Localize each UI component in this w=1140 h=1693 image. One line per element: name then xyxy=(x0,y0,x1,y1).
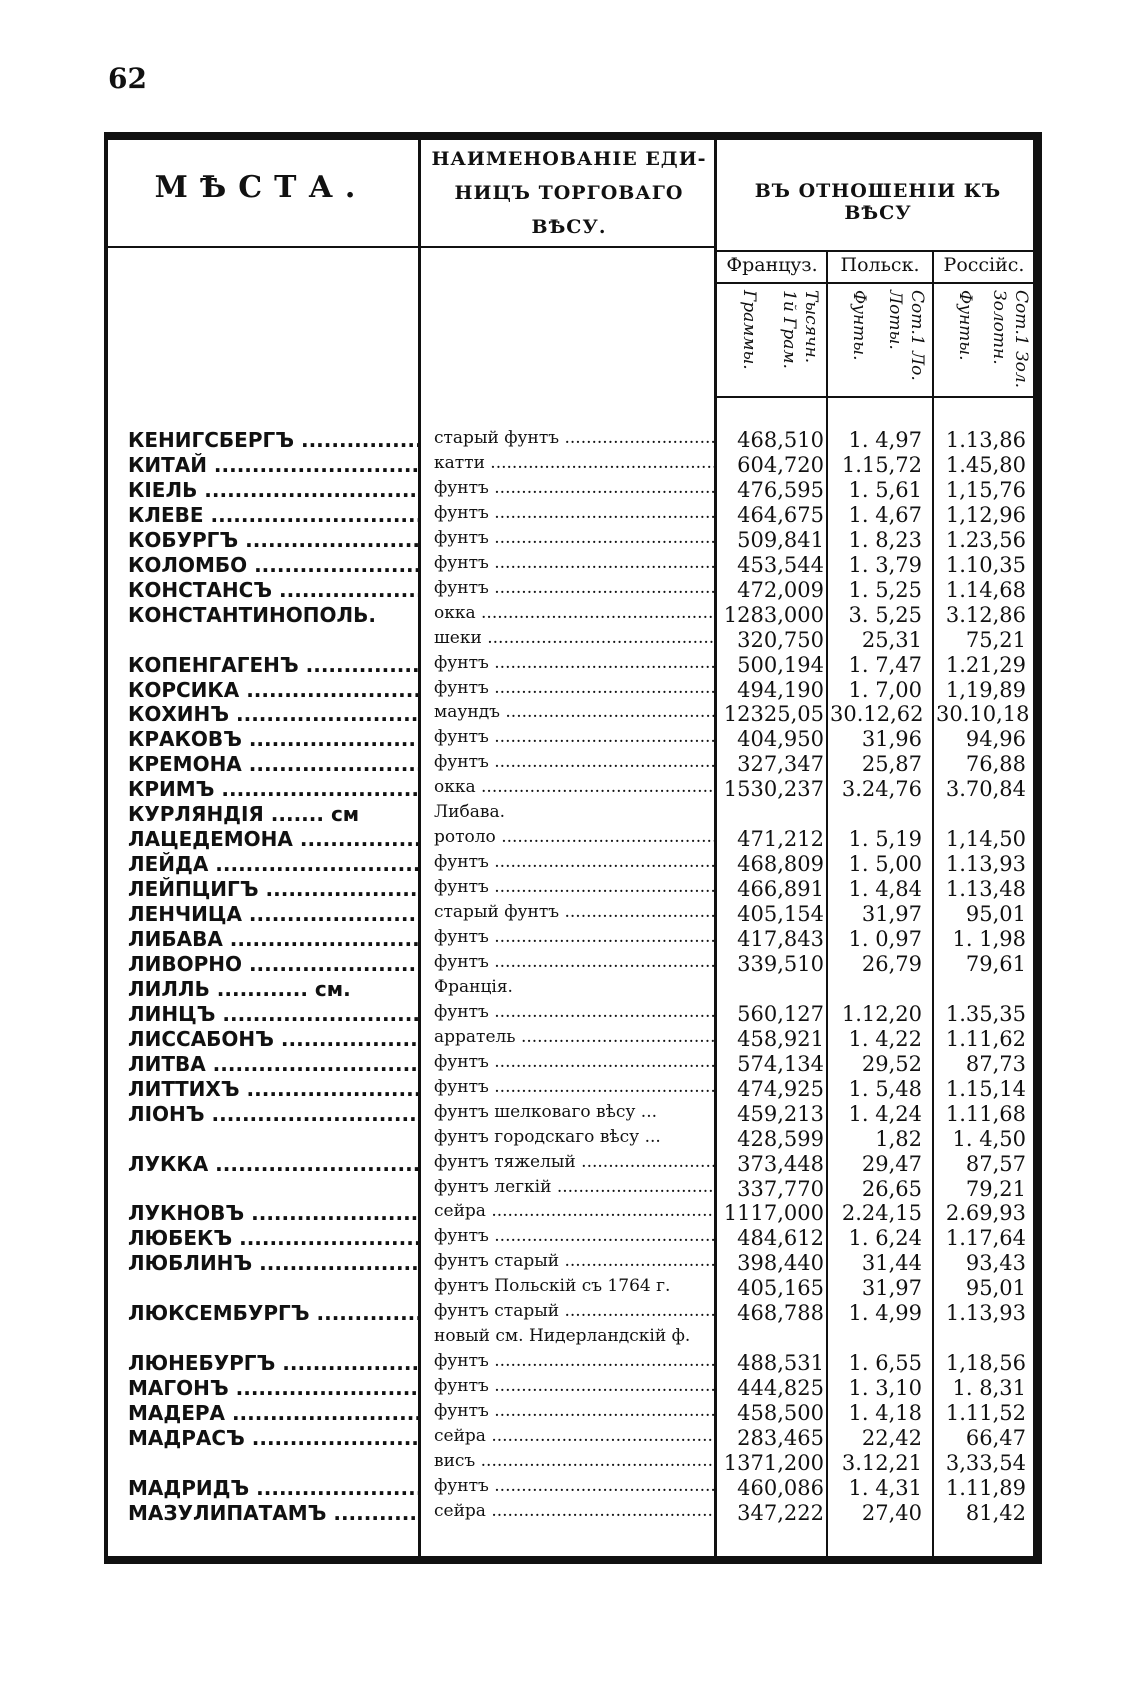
russian-value-cell: 1,12,96 xyxy=(945,502,1026,527)
table-row xyxy=(0,1177,1140,1201)
russian-value-cell: 1,18,56 xyxy=(945,1351,1026,1376)
polish-value-cell: 1. 4,24 xyxy=(848,1101,922,1126)
unit-cell: фунтъ шелковаго вѣсу ... xyxy=(434,1101,658,1122)
polish-value-cell: 26,79 xyxy=(861,951,922,976)
place-cell: ЛУКНОВЪ ..... xyxy=(128,1201,418,1225)
french-value-cell: 474,925 xyxy=(737,1076,824,1101)
french-value-cell: 453,544 xyxy=(737,552,824,577)
polish-value-cell: 1. 4,18 xyxy=(848,1401,922,1426)
table-row xyxy=(0,1201,1140,1225)
table-row xyxy=(0,1251,1140,1275)
unit-cell: сейра ..... xyxy=(434,1201,714,1221)
subheader-polish-pounds: Фунты. xyxy=(849,290,869,361)
polish-value-cell: 22,42 xyxy=(861,1426,922,1450)
place-cell: ЛИНЦЪ ..... xyxy=(128,1002,418,1026)
french-value-cell: 604,720 xyxy=(737,452,824,477)
table-row xyxy=(0,1077,1140,1101)
table-row xyxy=(0,802,1140,826)
russian-value-cell: 2.69,93 xyxy=(945,1201,1026,1226)
table-row xyxy=(0,503,1140,527)
polish-value-cell: 1. 4,67 xyxy=(848,502,922,527)
header-rule-subs xyxy=(716,282,1034,284)
polish-value-cell: 1. 4,97 xyxy=(848,428,922,452)
unit-cell: фунтъ ..... xyxy=(434,1351,714,1371)
place-cell: ЛЕНЧИЦА ..... xyxy=(128,902,418,926)
polish-value-cell: 3. 5,25 xyxy=(848,602,922,627)
french-value-cell: 1371,200 xyxy=(723,1450,824,1475)
french-value-cell: 373,448 xyxy=(737,1151,824,1176)
place-cell: КОЛОМБО ..... xyxy=(128,553,418,577)
subheader-russian-zolotniks: Сот.1 Зол. Золотн. xyxy=(989,290,1031,389)
polish-value-cell: 3.12,21 xyxy=(841,1450,922,1475)
french-value-cell: 327,347 xyxy=(737,752,824,777)
french-value-cell: 488,531 xyxy=(737,1351,824,1376)
french-value-cell: 12325,05 xyxy=(723,702,824,727)
header-relation: ВЪ ОТНОШЕНІИ КЪ ВѢСУ xyxy=(754,180,1002,224)
french-value-cell: 458,921 xyxy=(737,1026,824,1051)
table-row xyxy=(0,1501,1140,1525)
russian-value-cell: 1.15,14 xyxy=(945,1076,1026,1101)
polish-value-cell: 1. 4,22 xyxy=(848,1026,922,1051)
table-row xyxy=(0,877,1140,901)
place-cell: КІЕЛЬ ..... xyxy=(128,478,418,502)
table-row xyxy=(0,952,1140,976)
place-cell: КОХИНЪ ..... xyxy=(128,702,418,726)
french-value-cell: 500,194 xyxy=(737,652,824,677)
polish-value-cell: 25,87 xyxy=(861,752,922,777)
place-cell: КИТАЙ ..... xyxy=(128,453,418,477)
place-cell: ЛЕЙДА ..... xyxy=(128,852,418,876)
subheader-french-thousandths: Тысячн. 1й Грам. xyxy=(779,290,821,369)
place-cell: ЛУККА ..... xyxy=(128,1152,418,1176)
french-value-cell: 417,843 xyxy=(737,927,824,951)
unit-cell: фунтъ ..... xyxy=(434,1476,714,1496)
french-value-cell: 468,788 xyxy=(737,1301,824,1326)
polish-value-cell: 1. 0,97 xyxy=(848,927,922,951)
french-value-cell: 471,212 xyxy=(737,827,824,852)
french-value-cell: 560,127 xyxy=(737,1001,824,1026)
place-cell: ЛЮБЛИНЪ ..... xyxy=(128,1251,418,1275)
header-units-line1: НАИМЕНОВАНІЕ ЕДИ- xyxy=(431,148,707,170)
unit-cell: Франція. xyxy=(434,976,513,997)
russian-value-cell: 1.14,68 xyxy=(945,577,1026,602)
unit-cell: фунтъ ..... xyxy=(434,1077,714,1097)
subheader-russian: Россійс. xyxy=(943,254,1025,276)
unit-cell: фунтъ ..... xyxy=(434,952,714,972)
table-row xyxy=(0,1426,1140,1450)
polish-value-cell: 1,82 xyxy=(875,1126,922,1151)
place-cell: КОРСИКА ..... xyxy=(128,678,418,702)
polish-value-cell: 29,52 xyxy=(861,1051,922,1076)
french-value-cell: 458,500 xyxy=(737,1401,824,1426)
russian-value-cell: 1.35,35 xyxy=(945,1001,1026,1026)
unit-cell: катти ..... xyxy=(434,453,714,473)
russian-value-cell: 1.11,52 xyxy=(945,1401,1026,1426)
french-value-cell: 574,134 xyxy=(737,1051,824,1076)
table-row xyxy=(0,852,1140,876)
subheader-polish-lots: Сот.1 Ло. Лоты. xyxy=(885,290,927,381)
table-row xyxy=(0,977,1140,1001)
unit-cell: окка ..... xyxy=(434,603,714,623)
unit-cell: фунтъ ..... xyxy=(434,528,714,548)
french-value-cell: 339,510 xyxy=(737,951,824,976)
unit-cell: окка ..... xyxy=(434,777,714,797)
table-row xyxy=(0,1002,1140,1026)
french-value-cell: 405,165 xyxy=(737,1276,824,1301)
russian-value-cell: 79,21 xyxy=(965,1176,1026,1201)
unit-cell: маундъ ..... xyxy=(434,702,714,722)
russian-value-cell: 1,19,89 xyxy=(945,677,1026,702)
russian-value-cell: 1.11,62 xyxy=(945,1026,1026,1051)
place-cell: ЛИТВА ..... xyxy=(128,1052,418,1076)
unit-cell: фунтъ ..... xyxy=(434,1401,714,1421)
table-row xyxy=(0,528,1140,552)
polish-value-cell: 31,97 xyxy=(861,902,922,927)
place-cell: ЛАЦЕДЕМОНА ..... xyxy=(128,827,418,851)
header-places: МѢСТА. xyxy=(154,170,368,205)
french-value-cell: 337,770 xyxy=(737,1176,824,1201)
table-row xyxy=(0,1376,1140,1400)
russian-value-cell: 3,33,54 xyxy=(945,1450,1026,1475)
russian-value-cell: 1,14,50 xyxy=(945,827,1026,852)
russian-value-cell: 1,15,76 xyxy=(945,477,1026,502)
table-row xyxy=(0,428,1140,452)
place-cell: КУРЛЯНДІЯ ....... см xyxy=(128,802,360,827)
unit-cell: Либава. xyxy=(434,802,505,823)
place-cell: КЕНИГСБЕРГЪ ..... xyxy=(128,428,418,452)
place-cell: КОНСТАНСЪ ..... xyxy=(128,578,418,602)
polish-value-cell: 25,31 xyxy=(861,627,922,652)
polish-value-cell: 1. 4,84 xyxy=(848,877,922,902)
subheader-russian-pounds: Фунты. xyxy=(955,290,975,361)
polish-value-cell: 1. 5,19 xyxy=(848,827,922,852)
table-row xyxy=(0,827,1140,851)
french-value-cell: 283,465 xyxy=(737,1426,824,1450)
header-rule-units xyxy=(420,246,714,248)
unit-cell: фунтъ ..... xyxy=(434,1376,714,1396)
french-value-cell: 404,950 xyxy=(737,727,824,752)
russian-value-cell: 81,42 xyxy=(965,1500,1026,1525)
table-row xyxy=(0,1276,1140,1300)
polish-value-cell: 27,40 xyxy=(861,1500,922,1525)
subheader-french: Францyз. xyxy=(726,254,818,276)
header-units-line3: ВѢСУ. xyxy=(531,216,607,238)
header-rule-relation xyxy=(716,250,1034,252)
table-row xyxy=(0,578,1140,602)
polish-value-cell: 30.12,62 xyxy=(830,702,924,727)
french-value-cell: 484,612 xyxy=(737,1226,824,1251)
table-row xyxy=(0,1451,1140,1475)
russian-value-cell: 95,01 xyxy=(965,1276,1026,1301)
polish-value-cell: 1.12,20 xyxy=(841,1001,922,1026)
unit-cell: сейра ..... xyxy=(434,1501,714,1521)
place-cell: ЛІОНЪ ..... xyxy=(128,1102,418,1126)
russian-value-cell: 30.10,18 xyxy=(936,702,1030,727)
russian-value-cell: 1.13,86 xyxy=(945,428,1026,452)
polish-value-cell: 31,44 xyxy=(861,1251,922,1276)
page-number: 62 xyxy=(108,62,147,95)
unit-cell: фунтъ ..... xyxy=(434,1002,714,1022)
unit-cell: арратель ..... xyxy=(434,1027,714,1047)
place-cell: ЛИЛЛЬ ............ см. xyxy=(128,976,351,1001)
french-value-cell: 468,809 xyxy=(737,852,824,877)
header-units xyxy=(424,142,714,244)
table-row xyxy=(0,628,1140,652)
unit-cell: ротоло ..... xyxy=(434,827,714,847)
russian-value-cell: 3.70,84 xyxy=(945,777,1026,802)
russian-value-cell: 1. 8,31 xyxy=(952,1376,1026,1401)
place-cell: МАДРИДЪ ..... xyxy=(128,1476,418,1500)
french-value-cell: 320,750 xyxy=(737,627,824,652)
unit-cell: фунтъ ..... xyxy=(434,1226,714,1246)
polish-value-cell: 31,97 xyxy=(861,1276,922,1301)
place-cell: КОБУРГЪ ..... xyxy=(128,528,418,552)
polish-value-cell: 1. 5,48 xyxy=(848,1076,922,1101)
polish-value-cell: 1. 5,25 xyxy=(848,577,922,602)
place-cell: ЛИВОРНО ..... xyxy=(128,952,418,976)
place-cell: ЛИБАВА ..... xyxy=(128,927,418,951)
french-value-cell: 476,595 xyxy=(737,477,824,502)
unit-cell: висъ ..... xyxy=(434,1451,714,1471)
place-cell: КРАКОВЪ ..... xyxy=(128,727,418,751)
table-row xyxy=(0,653,1140,677)
place-cell: ЛЮНЕБУРГЪ ..... xyxy=(128,1351,418,1375)
unit-cell: фунтъ ..... xyxy=(434,553,714,573)
russian-value-cell: 1.11,68 xyxy=(945,1101,1026,1126)
russian-value-cell: 87,73 xyxy=(965,1051,1026,1076)
table-row xyxy=(0,702,1140,726)
unit-cell: фунтъ городскаго вѣсу ... xyxy=(434,1126,661,1147)
french-value-cell: 347,222 xyxy=(737,1500,824,1525)
unit-cell: фунтъ ..... xyxy=(434,752,714,772)
table-row xyxy=(0,478,1140,502)
unit-cell: фунтъ ..... xyxy=(434,503,714,523)
russian-value-cell: 1.11,89 xyxy=(945,1475,1026,1500)
table-row xyxy=(0,752,1140,776)
russian-value-cell: 1.45,80 xyxy=(945,452,1026,477)
table-row xyxy=(0,1152,1140,1176)
unit-cell: фунтъ ..... xyxy=(434,727,714,747)
unit-cell: фунтъ легкій ..... xyxy=(434,1177,714,1197)
place-cell: ЛИССАБОНЪ ..... xyxy=(128,1027,418,1051)
russian-value-cell: 79,61 xyxy=(965,951,1026,976)
place-cell: МАДРАСЪ ..... xyxy=(128,1426,418,1450)
table-row xyxy=(0,1401,1140,1425)
table-row xyxy=(0,1301,1140,1325)
place-cell: КОНСТАНТИНОПОЛЬ. xyxy=(128,602,376,627)
unit-cell: фунтъ ..... xyxy=(434,1052,714,1072)
header-rule-bottom xyxy=(716,396,1034,398)
unit-cell: фунтъ ..... xyxy=(434,877,714,897)
place-cell: КРИМЪ ..... xyxy=(128,777,418,801)
russian-value-cell: 75,21 xyxy=(965,627,1026,652)
unit-cell: фунтъ старый ..... xyxy=(434,1251,714,1271)
russian-value-cell: 1.21,29 xyxy=(945,652,1026,677)
french-value-cell: 1117,000 xyxy=(723,1201,824,1226)
french-value-cell: 428,599 xyxy=(737,1126,824,1151)
french-value-cell: 509,841 xyxy=(737,527,824,552)
unit-cell: фунтъ старый ..... xyxy=(434,1301,714,1321)
polish-value-cell: 26,65 xyxy=(861,1176,922,1201)
polish-value-cell: 1. 7,00 xyxy=(848,677,922,702)
place-cell: ЛЮБЕКЪ ..... xyxy=(128,1226,418,1250)
header-rule-places xyxy=(108,246,418,248)
subheader-french-grams: Граммы. xyxy=(739,290,759,370)
table-row xyxy=(0,1102,1140,1126)
polish-value-cell: 1. 4,99 xyxy=(848,1301,922,1326)
russian-value-cell: 1.23,56 xyxy=(945,527,1026,552)
polish-value-cell: 1. 4,31 xyxy=(848,1475,922,1500)
polish-value-cell: 1. 8,23 xyxy=(848,527,922,552)
french-value-cell: 405,154 xyxy=(737,902,824,927)
unit-cell: фунтъ ..... xyxy=(434,478,714,498)
unit-cell: фунтъ ..... xyxy=(434,927,714,947)
table-row xyxy=(0,777,1140,801)
place-cell: МАДЕРА ..... xyxy=(128,1401,418,1425)
french-value-cell: 494,190 xyxy=(737,677,824,702)
french-value-cell: 468,510 xyxy=(737,428,824,452)
polish-value-cell: 2.24,15 xyxy=(841,1201,922,1226)
unit-cell: фунтъ Польскій съ 1764 г. xyxy=(434,1276,671,1297)
polish-value-cell: 3.24,76 xyxy=(841,777,922,802)
russian-value-cell: 66,47 xyxy=(965,1426,1026,1450)
unit-cell: новый см. Нидерландскій ф. xyxy=(434,1326,691,1347)
place-cell: ЛЮКСЕМБУРГЪ ..... xyxy=(128,1301,418,1325)
place-cell: КЛЕВЕ ..... xyxy=(128,503,418,527)
polish-value-cell: 1.15,72 xyxy=(841,452,922,477)
table-row xyxy=(0,927,1140,951)
russian-value-cell: 1.10,35 xyxy=(945,552,1026,577)
russian-value-cell: 93,43 xyxy=(965,1251,1026,1276)
russian-value-cell: 1.13,48 xyxy=(945,877,1026,902)
french-value-cell: 1283,000 xyxy=(723,602,824,627)
table-row xyxy=(0,1476,1140,1500)
table-row xyxy=(0,453,1140,477)
russian-value-cell: 1.17,64 xyxy=(945,1226,1026,1251)
russian-value-cell: 1. 1,98 xyxy=(952,927,1026,951)
russian-value-cell: 95,01 xyxy=(965,902,1026,927)
russian-value-cell: 94,96 xyxy=(965,727,1026,752)
unit-cell: шеки ..... xyxy=(434,628,714,648)
table-row xyxy=(0,1127,1140,1151)
polish-value-cell: 31,96 xyxy=(861,727,922,752)
russian-value-cell: 1.13,93 xyxy=(945,1301,1026,1326)
table-row xyxy=(0,1052,1140,1076)
table-row xyxy=(0,902,1140,926)
table-row xyxy=(0,1226,1140,1250)
table-row xyxy=(0,727,1140,751)
french-value-cell: 398,440 xyxy=(737,1251,824,1276)
unit-cell: старый фунтъ ..... xyxy=(434,902,714,922)
russian-value-cell: 76,88 xyxy=(965,752,1026,777)
french-value-cell: 466,891 xyxy=(737,877,824,902)
header-units-line2: НИЦЪ ТОРГОВАГО xyxy=(454,182,684,204)
place-cell: КОПЕНГАГЕНЪ ..... xyxy=(128,653,418,677)
unit-cell: фунтъ ..... xyxy=(434,653,714,673)
polish-value-cell: 1. 6,24 xyxy=(848,1226,922,1251)
subheader-polish: Польск. xyxy=(840,254,920,276)
russian-value-cell: 3.12,86 xyxy=(945,602,1026,627)
polish-value-cell: 1. 6,55 xyxy=(848,1351,922,1376)
french-value-cell: 459,213 xyxy=(737,1101,824,1126)
table-row xyxy=(0,678,1140,702)
polish-value-cell: 29,47 xyxy=(861,1151,922,1176)
table-row xyxy=(0,553,1140,577)
polish-value-cell: 1. 3,10 xyxy=(848,1376,922,1401)
table-row xyxy=(0,603,1140,627)
polish-value-cell: 1. 3,79 xyxy=(848,552,922,577)
table-row xyxy=(0,1326,1140,1350)
place-cell: МАГОНЪ ..... xyxy=(128,1376,418,1400)
unit-cell: фунтъ тяжелый ..... xyxy=(434,1152,714,1172)
unit-cell: фунтъ ..... xyxy=(434,678,714,698)
unit-cell: фунтъ ..... xyxy=(434,852,714,872)
polish-value-cell: 1. 5,61 xyxy=(848,477,922,502)
place-cell: МАЗУЛИПАТАМЪ ..... xyxy=(128,1501,418,1525)
french-value-cell: 444,825 xyxy=(737,1376,824,1401)
russian-value-cell: 1.13,93 xyxy=(945,852,1026,877)
unit-cell: старый фунтъ ..... xyxy=(434,428,714,448)
french-value-cell: 1530,237 xyxy=(723,777,824,802)
polish-value-cell: 1. 7,47 xyxy=(848,652,922,677)
polish-value-cell: 1. 5,00 xyxy=(848,852,922,877)
russian-value-cell: 87,57 xyxy=(965,1151,1026,1176)
table-row xyxy=(0,1027,1140,1051)
unit-cell: сейра ..... xyxy=(434,1426,714,1446)
place-cell: КРЕМОНА ..... xyxy=(128,752,418,776)
unit-cell: фунтъ ..... xyxy=(434,578,714,598)
table-row xyxy=(0,1351,1140,1375)
russian-value-cell: 1. 4,50 xyxy=(952,1126,1026,1151)
french-value-cell: 472,009 xyxy=(737,577,824,602)
french-value-cell: 460,086 xyxy=(737,1475,824,1500)
place-cell: ЛЕЙПЦИГЪ ..... xyxy=(128,877,418,901)
place-cell: ЛИТТИХЪ ..... xyxy=(128,1077,418,1101)
french-value-cell: 464,675 xyxy=(737,502,824,527)
